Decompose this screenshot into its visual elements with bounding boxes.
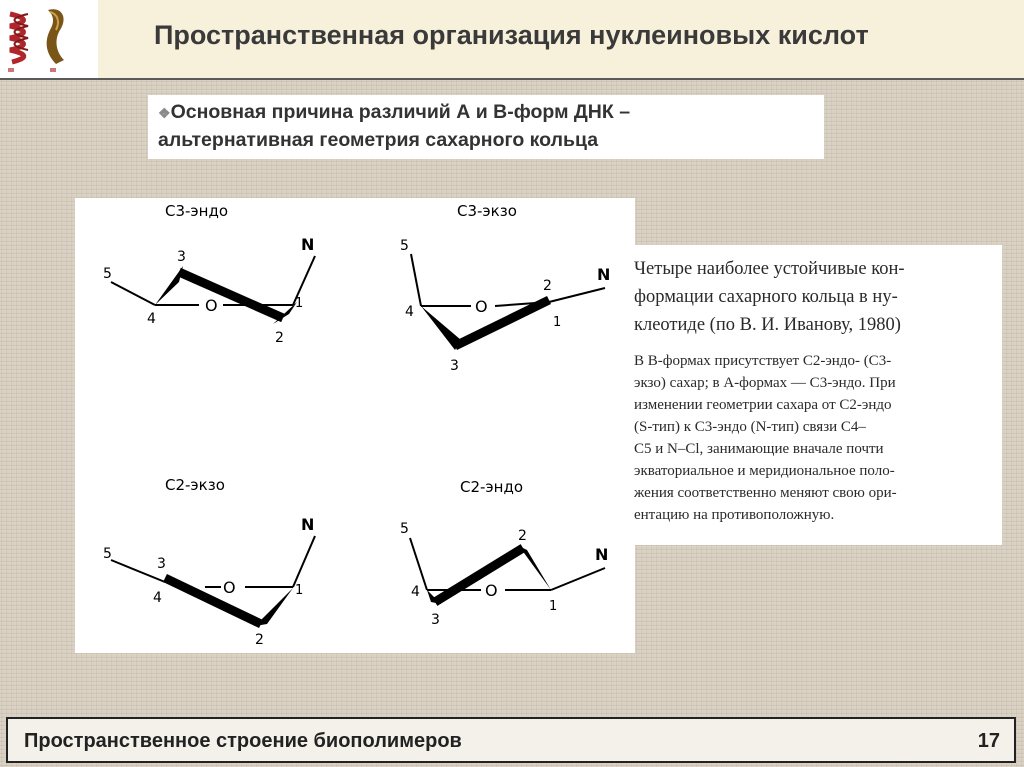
atom-label: O xyxy=(475,297,488,316)
bullet-box xyxy=(148,95,824,159)
bullet-line-1 xyxy=(158,101,630,124)
logo xyxy=(0,0,98,78)
bond-c3-c2 xyxy=(435,548,523,602)
atom-label: 2 xyxy=(543,278,552,294)
atom-label: 2 xyxy=(255,632,264,648)
conformation-c2-exo xyxy=(103,476,315,648)
atom-label: 2 xyxy=(275,330,284,346)
atom-label: 4 xyxy=(147,311,156,327)
bond-c3-c2 xyxy=(179,272,283,318)
atom-label: N xyxy=(597,265,611,284)
sugar-conformations-diagram xyxy=(75,198,635,653)
atom-label: 1 xyxy=(295,583,304,598)
atom-label: 5 xyxy=(400,238,409,254)
bullet-text-1: Основная причина различий А и В-форм ДНК – xyxy=(170,101,631,123)
atom-label: 3 xyxy=(431,612,440,628)
bullet-line-2 xyxy=(158,129,598,152)
page-title: Пространственная организация нуклеиновых кислот xyxy=(154,20,869,50)
bond-c1-n xyxy=(549,288,605,302)
caption-detail-line: С5 и N–Cl, занимающие вначале почти xyxy=(634,441,884,457)
atom-label: O xyxy=(205,296,218,315)
atom-label: N xyxy=(301,515,315,534)
atom-label: 5 xyxy=(103,546,112,562)
atom-label: N xyxy=(595,545,609,564)
caption-detail-line: экзо) сахар; в A-формах — С3-эндо. При xyxy=(634,375,896,391)
caption-line: формации сахарного кольца в ну- xyxy=(634,287,898,307)
caption-detail-line: экваториальное и меридиональное поло- xyxy=(634,463,895,479)
conformation-title: С2-эндо xyxy=(460,478,524,496)
dna-helix-icon xyxy=(8,14,28,72)
header-divider xyxy=(0,78,1024,80)
bond-c2-c1 xyxy=(519,546,551,590)
conformation-c3-exo xyxy=(400,202,610,374)
atom-label: 4 xyxy=(405,304,414,320)
caption-line: Четыре наиболее устойчивые кон- xyxy=(634,259,905,279)
bond-c5-c4 xyxy=(411,254,421,306)
atom-label: 1 xyxy=(553,315,562,330)
atom-label: O xyxy=(485,581,498,600)
caption-detail-line: В B-формах присутствует С2-эндо- (С3- xyxy=(634,353,892,369)
caption-line: клеотиде (по В. И. Иванову, 1980) xyxy=(634,315,901,335)
beta-sheet-icon xyxy=(47,9,64,72)
bond-c1-n xyxy=(293,536,315,587)
conformation-title: С3-экзо xyxy=(457,202,517,220)
atom-label: 3 xyxy=(450,358,459,374)
atom-label: 3 xyxy=(157,556,166,572)
conformation-title: С3-эндо xyxy=(165,202,229,220)
atom-label: 1 xyxy=(549,599,558,614)
diagram-panel xyxy=(75,198,635,653)
bond-c5-c4 xyxy=(410,538,427,590)
atom-label: 3 xyxy=(177,249,186,265)
caption-detail-line: (S-тип) к С3-эндо (N-тип) связи С4– xyxy=(634,419,866,435)
bond-c2-c1 xyxy=(255,588,293,626)
footer-title: Пространственное строение биополимеров xyxy=(24,730,462,752)
atom-label: 4 xyxy=(153,590,162,606)
caption-detail-line: ентацию на противоположную. xyxy=(634,507,835,523)
bullet-text-2: альтернативная геометрия сахарного кольца xyxy=(158,129,599,151)
atom-label: 5 xyxy=(400,521,409,537)
page-number: 17 xyxy=(977,730,1000,752)
bond-c1-n xyxy=(551,568,605,590)
title-band xyxy=(98,0,1024,78)
atom-label: 4 xyxy=(411,584,420,600)
atom-label: N xyxy=(301,235,315,254)
caption-detail-line: жения соответственно меняют свою ори- xyxy=(634,485,897,501)
slide-footer xyxy=(6,717,1016,763)
caption-detail-line: изменении геометрии сахара от С2-эндо xyxy=(634,397,892,413)
caption-panel xyxy=(626,245,1002,545)
slide-header xyxy=(0,0,1024,78)
bond-c5-c4 xyxy=(111,282,155,305)
atom-label: 1 xyxy=(295,296,304,311)
bond-c4-c2 xyxy=(165,578,261,624)
conformation-c2-endo xyxy=(400,478,608,628)
atom-label: 2 xyxy=(518,528,527,544)
diamond-bullet-icon: ❖ xyxy=(158,105,171,121)
bond-c4-c3 xyxy=(155,266,183,305)
conformation-title: С2-экзо xyxy=(165,476,225,494)
atom-label: 5 xyxy=(103,266,112,282)
conformation-c3-endo xyxy=(103,202,315,346)
atom-label: O xyxy=(223,578,236,597)
